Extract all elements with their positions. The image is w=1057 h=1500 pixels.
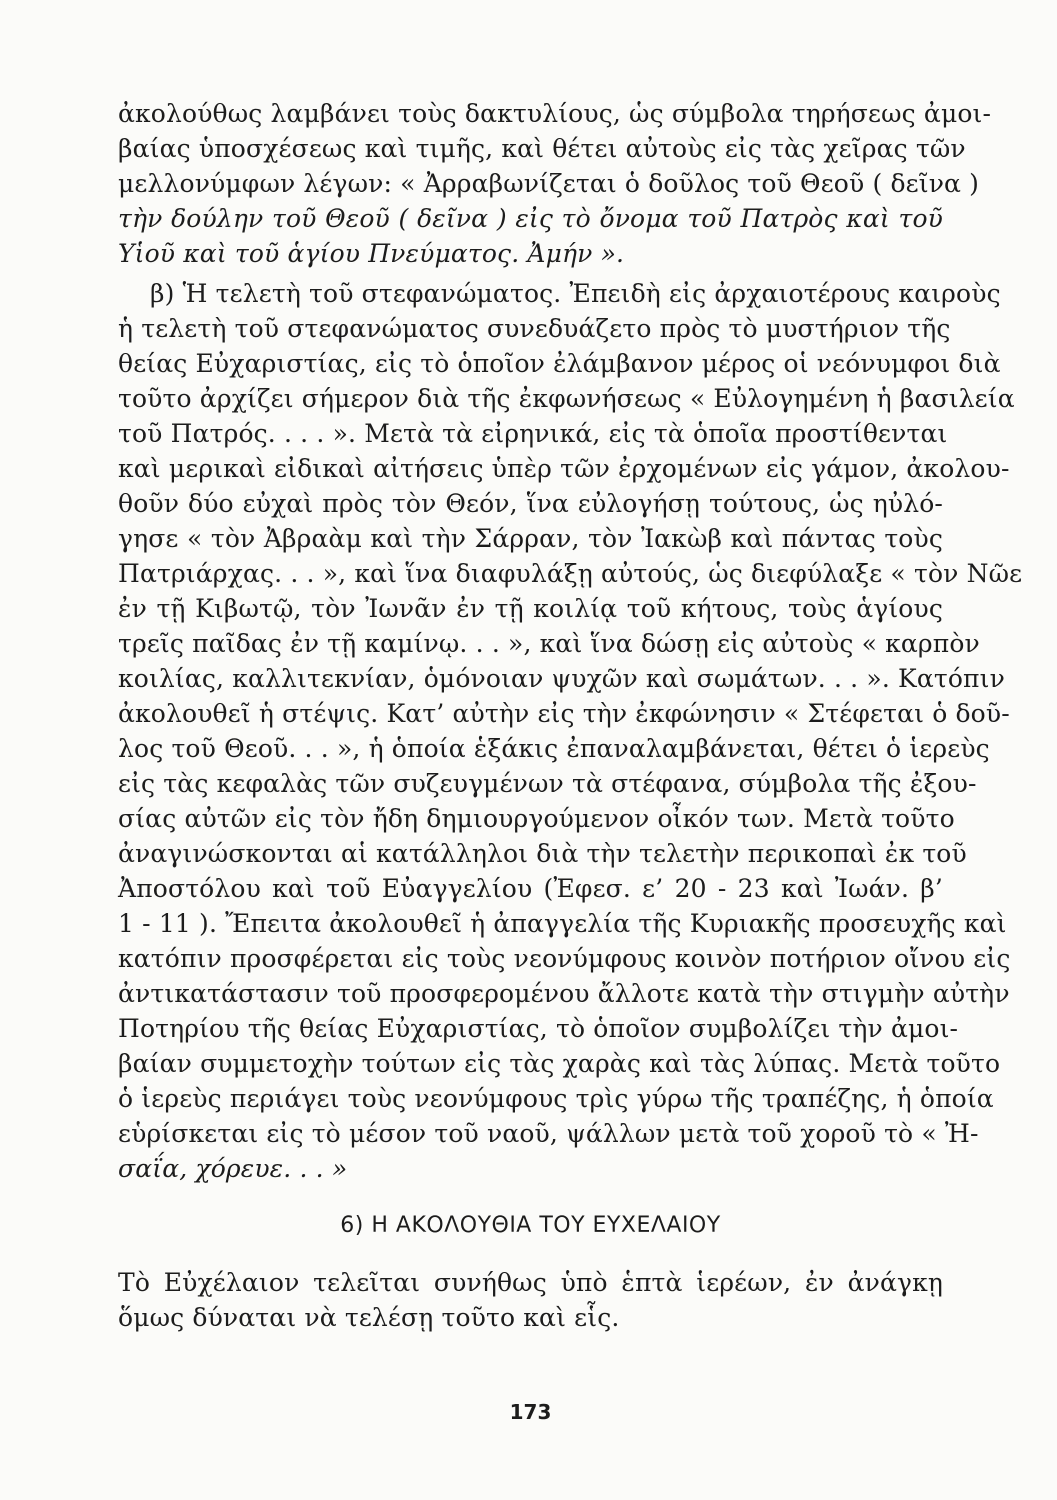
subsection-line: β) Ἡ τελετὴ τοῦ στεφανώματος. Ἐπειδὴ εἰς ἀρχαιοτέρους καιροὺς — [150, 279, 1001, 308]
text-line: μελλονύμφων λέγων: « Ἀρραβωνίζεται ὁ δοῦλος τοῦ Θεοῦ ( δεῖνα ) — [118, 169, 980, 198]
text-line: ἀκολούθως λαμβάνει τοὺς δακτυλίους, ὡς σύμβολα τηρήσεως ἀμοι- — [118, 99, 992, 128]
text-line: κοιλίας, καλλιτεκνίαν, ὁμόνοιαν ψυχῶν καὶ σωμάτων. . . ». Κατόπιν — [118, 664, 1005, 693]
text-line: εἰς τὰς κεφαλὰς τῶν συζευγμένων τὰ στέφανα, σύμβολα τῆς ἐξου- — [118, 769, 977, 798]
text-line: θείας Εὐχαριστίας, εἰς τὸ ὁποῖον ἐλάμβανον μέρος οἱ νεόνυμφοι διὰ — [118, 349, 1001, 378]
text-line: σαΐα, χόρευε. . . » — [118, 1154, 348, 1183]
text-line: ὁ ἱερεὺς περιάγει τοὺς νεονύμφους τρὶς γύρω τῆς τραπέζης, ἡ ὁποία — [118, 1084, 994, 1113]
text-line: γησε « τὸν Ἀβραὰμ καὶ τὴν Σάρραν, τὸν Ἰακὼβ καὶ πάντας τοὺς — [118, 524, 943, 553]
text-line: κατόπιν προσφέρεται εἰς τοὺς νεονύμφους κοινὸν ποτήριον οἴνου εἰς — [118, 944, 1011, 973]
section-heading: 6) Η ΑΚΟΛΟΥΘΙΑ ΤΟΥ ΕΥΧΕΛΑΙΟΥ — [340, 1213, 721, 1238]
text-line: ἀντικατάστασιν τοῦ προσφερομένου ἄλλοτε κατὰ τὴν στιγμὴν αὐτὴν — [118, 979, 1010, 1008]
text-line: λος τοῦ Θεοῦ. . . », ἡ ὁποία ἑξάκις ἐπαναλαμβάνεται, θέτει ὁ ἱερεὺς — [118, 734, 990, 763]
page-number: 173 — [509, 1400, 552, 1424]
text-line: ἐν τῇ Κιβωτῷ, τὸν Ἰωνᾶν ἐν τῇ κοιλίᾳ τοῦ κήτους, τοὺς ἁγίους — [118, 594, 943, 623]
text-line: ἀναγινώσκονται αἱ κατάλληλοι διὰ τὴν τελετὴν περικοπαὶ ἐκ τοῦ — [118, 839, 967, 868]
text-line: Τὸ Εὐχέλαιον τελεῖται συνήθως ὑπὸ ἑπτὰ ἱερέων, ἐν ἀνάγκῃ — [118, 1268, 943, 1297]
text-line: ἡ τελετὴ τοῦ στεφανώματος συνεδυάζετο πρὸς τὸ μυστήριον τῆς — [118, 314, 951, 343]
book-page — [118, 82, 1023, 1472]
text-line: εὑρίσκεται εἰς τὸ μέσον τοῦ ναοῦ, ψάλλων μετὰ τοῦ χοροῦ τὸ « Ἠ- — [118, 1119, 979, 1148]
text-line: Ποτηρίου τῆς θείας Εὐχαριστίας, τὸ ὁποῖον συμβολίζει τὴν ἀμοι- — [118, 1014, 959, 1043]
text-line: θοῦν δύο εὐχαὶ πρὸς τὸν Θεόν, ἵνα εὐλογήσῃ τούτους, ὡς ηὐλό- — [118, 489, 943, 518]
text-line: Ἀποστόλου καὶ τοῦ Εὐαγγελίου (Ἐφεσ. ε’ 20 - 23 καὶ Ἰωάν. β’ — [118, 874, 943, 903]
text-line: 1 - 11 ). Ἔπειτα ἀκολουθεῖ ἡ ἀπαγγελία τῆς Κυριακῆς προσευχῆς καὶ — [118, 909, 1007, 938]
text-line: βαίαν συμμετοχὴν τούτων εἰς τὰς χαρὰς καὶ τὰς λύπας. Μετὰ τοῦτο — [118, 1049, 1001, 1078]
text-line: τοῦτο ἀρχίζει σήμερον διὰ τῆς ἐκφωνήσεως « Εὐλογημένη ἡ βασιλεία — [118, 384, 1015, 413]
text-line: ἀκολουθεῖ ἡ στέψις. Κατ’ αὐτὴν εἰς τὴν ἐκφώνησιν « Στέφεται ὁ δοῦ- — [118, 699, 1010, 728]
text-line: σίας αὐτῶν εἰς τὸν ἤδη δημιουργούμενον οἶκόν των. Μετὰ τοῦτο — [118, 804, 955, 833]
text-line: τοῦ Πατρός. . . . ». Μετὰ τὰ εἰρηνικά, εἰς τὰ ὁποῖα προστίθενται — [118, 419, 948, 448]
text-line: Υἱοῦ καὶ τοῦ ἁγίου Πνεύματος. Ἀμήν ». — [118, 239, 625, 268]
text-line: τὴν δούλην τοῦ Θεοῦ ( δεῖνα ) εἰς τὸ ὄνομα τοῦ Πατρὸς καὶ τοῦ — [118, 204, 943, 233]
text-line: ὅμως δύναται νὰ τελέσῃ τοῦτο καὶ εἷς. — [118, 1303, 620, 1332]
text-line: βαίας ὑποσχέσεως καὶ τιμῆς, καὶ θέτει αὐτοὺς εἰς τὰς χεῖρας τῶν — [118, 134, 966, 163]
text-line: Πατριάρχας. . . », καὶ ἵνα διαφυλάξῃ αὐτούς, ὡς διεφύλαξε « τὸν Νῶε — [118, 559, 1023, 588]
text-line: τρεῖς παῖδας ἐν τῇ καμίνῳ. . . », καὶ ἵνα δώσῃ εἰς αὐτοὺς « καρπὸν — [118, 629, 980, 658]
text-line: καὶ μερικαὶ εἰδικαὶ αἰτήσεις ὑπὲρ τῶν ἐρχομένων εἰς γάμον, ἀκολου- — [118, 454, 1010, 483]
